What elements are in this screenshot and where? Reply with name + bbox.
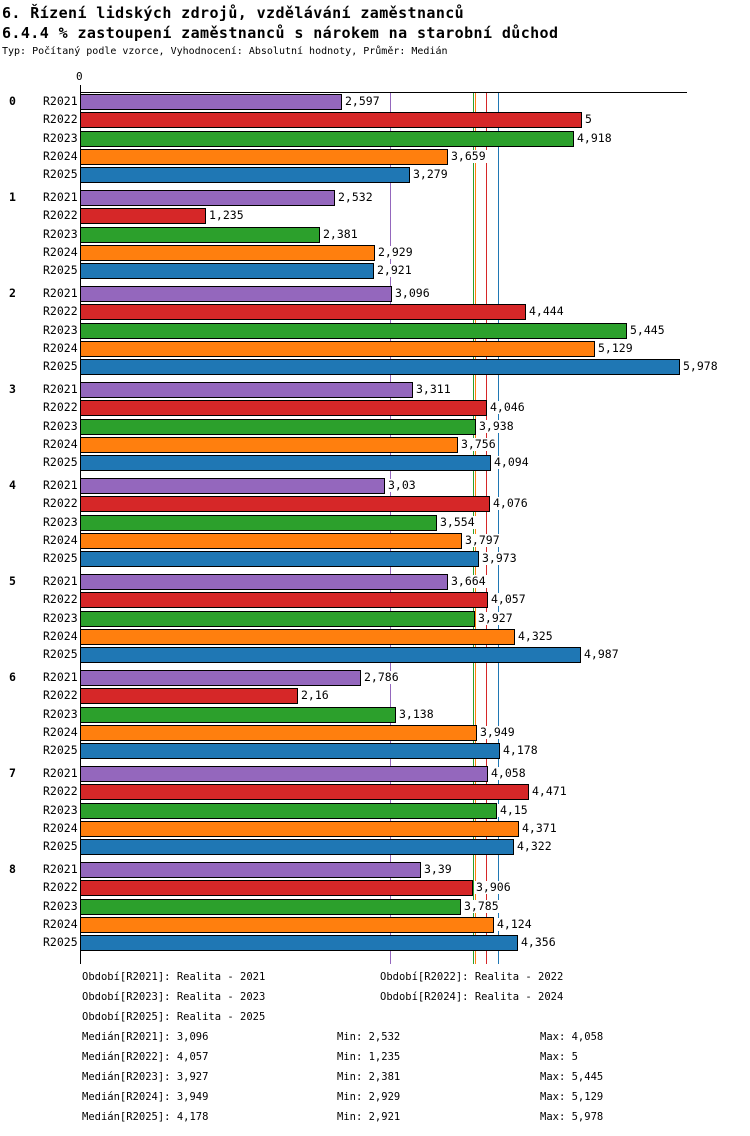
bar-value-label: 3,973 <box>482 551 517 565</box>
bar-r2021 <box>80 766 488 782</box>
bar-value-label: 3,756 <box>461 437 496 451</box>
bar-r2021 <box>80 94 342 110</box>
series-row-label: R2025 <box>43 743 78 757</box>
series-row-label: R2022 <box>43 112 78 126</box>
series-row-label: R2025 <box>43 839 78 853</box>
bar-r2022 <box>80 688 298 704</box>
bar-r2022 <box>80 112 582 128</box>
series-row-label: R2023 <box>43 323 78 337</box>
bar-r2024 <box>80 149 448 165</box>
bar-r2025 <box>80 359 680 375</box>
bar-r2025 <box>80 935 518 951</box>
series-row-label: R2024 <box>43 725 78 739</box>
stat-min: Min: 2,381 <box>337 1071 401 1083</box>
bar-value-label: 3,138 <box>399 707 434 721</box>
bar-r2025 <box>80 743 500 759</box>
bar-value-label: 4,094 <box>494 455 529 469</box>
bar-r2021 <box>80 382 413 398</box>
bar-r2021 <box>80 190 335 206</box>
bar-value-label: 3,096 <box>395 286 430 300</box>
series-row-label: R2025 <box>43 647 78 661</box>
stat-median: Medián[R2024]: 3,949 <box>82 1091 209 1103</box>
bar-r2023 <box>80 131 574 147</box>
group-label: 3 <box>9 382 16 396</box>
bar-r2021 <box>80 862 421 878</box>
bar-r2024 <box>80 725 477 741</box>
bar-r2022 <box>80 496 490 512</box>
bar-value-label: 4,371 <box>522 821 557 835</box>
group-label: 1 <box>9 190 16 204</box>
group-label: 8 <box>9 862 16 876</box>
stat-median: Medián[R2025]: 4,178 <box>82 1111 209 1123</box>
series-row-label: R2021 <box>43 94 78 108</box>
bar-value-label: 5,978 <box>683 359 718 373</box>
series-row-label: R2022 <box>43 688 78 702</box>
stat-max: Max: 5,978 <box>540 1111 604 1123</box>
bar-value-label: 2,381 <box>323 227 358 241</box>
stat-max: Max: 4,058 <box>540 1031 604 1043</box>
bar-value-label: 3,03 <box>388 478 416 492</box>
series-row-label: R2024 <box>43 917 78 931</box>
series-row-label: R2021 <box>43 286 78 300</box>
bar-value-label: 3,664 <box>451 574 486 588</box>
axis-zero-label: 0 <box>76 70 83 83</box>
bar-value-label: 4,046 <box>490 400 525 414</box>
bar-value-label: 3,797 <box>465 533 500 547</box>
bar-r2021 <box>80 670 361 686</box>
stat-max: Max: 5,445 <box>540 1071 604 1083</box>
axis-top-line <box>80 92 687 93</box>
stat-median: Medián[R2023]: 3,927 <box>82 1071 209 1083</box>
bar-value-label: 4,987 <box>584 647 619 661</box>
bar-r2024 <box>80 437 458 453</box>
series-row-label: R2021 <box>43 190 78 204</box>
bar-value-label: 2,532 <box>338 190 373 204</box>
bar-value-label: 3,659 <box>451 149 486 163</box>
group-label: 7 <box>9 766 16 780</box>
series-row-label: R2022 <box>43 496 78 510</box>
series-row-label: R2024 <box>43 245 78 259</box>
series-row-label: R2021 <box>43 382 78 396</box>
chart-meta-line: Typ: Počítaný podle vzorce, Vyhodnocení: Absolutní hodnoty, Průměr: Medián <box>2 46 448 57</box>
bar-value-label: 3,279 <box>413 167 448 181</box>
bar-r2022 <box>80 784 529 800</box>
bar-value-label: 4,356 <box>521 935 556 949</box>
series-row-label: R2022 <box>43 784 78 798</box>
series-row-label: R2023 <box>43 515 78 529</box>
bar-r2024 <box>80 917 494 933</box>
series-row-label: R2023 <box>43 419 78 433</box>
bar-value-label: 3,927 <box>478 611 513 625</box>
axis-zero-tick <box>80 85 81 92</box>
bar-value-label: 2,929 <box>378 245 413 259</box>
bar-r2024 <box>80 341 595 357</box>
series-row-label: R2021 <box>43 574 78 588</box>
series-row-label: R2025 <box>43 359 78 373</box>
legend-item: Období[R2024]: Realita - 2024 <box>380 991 564 1003</box>
stat-max: Max: 5,129 <box>540 1091 604 1103</box>
series-row-label: R2023 <box>43 899 78 913</box>
group-label: 0 <box>9 94 16 108</box>
bar-value-label: 4,076 <box>493 496 528 510</box>
bar-r2024 <box>80 245 375 261</box>
series-row-label: R2025 <box>43 167 78 181</box>
bar-r2022 <box>80 304 526 320</box>
series-row-label: R2024 <box>43 341 78 355</box>
bar-r2021 <box>80 478 385 494</box>
series-row-label: R2021 <box>43 670 78 684</box>
bar-value-label: 4,471 <box>532 784 567 798</box>
stat-min: Min: 2,921 <box>337 1111 401 1123</box>
report-subtitle: 6.4.4 % zastoupení zaměstnanců s nárokem na starobní důchod <box>2 24 559 42</box>
bar-value-label: 3,938 <box>479 419 514 433</box>
stat-max: Max: 5 <box>540 1051 578 1063</box>
group-label: 2 <box>9 286 16 300</box>
series-row-label: R2025 <box>43 455 78 469</box>
bar-value-label: 1,235 <box>209 208 244 222</box>
bar-r2024 <box>80 821 519 837</box>
bar-r2023 <box>80 419 476 435</box>
series-row-label: R2022 <box>43 400 78 414</box>
bar-r2023 <box>80 227 320 243</box>
bar-value-label: 4,058 <box>491 766 526 780</box>
group-label: 4 <box>9 478 16 492</box>
stat-median: Medián[R2021]: 3,096 <box>82 1031 209 1043</box>
series-row-label: R2023 <box>43 803 78 817</box>
series-row-label: R2024 <box>43 149 78 163</box>
stat-min: Min: 1,235 <box>337 1051 401 1063</box>
bar-value-label: 4,15 <box>500 803 528 817</box>
legend-item: Období[R2022]: Realita - 2022 <box>380 971 564 983</box>
series-row-label: R2021 <box>43 478 78 492</box>
bar-r2024 <box>80 629 515 645</box>
series-row-label: R2022 <box>43 592 78 606</box>
legend-item: Období[R2023]: Realita - 2023 <box>82 991 266 1003</box>
stat-min: Min: 2,929 <box>337 1091 401 1103</box>
bar-r2023 <box>80 515 437 531</box>
series-row-label: R2021 <box>43 862 78 876</box>
bar-value-label: 5 <box>585 112 592 126</box>
series-row-label: R2024 <box>43 533 78 547</box>
bar-r2023 <box>80 323 627 339</box>
stat-median: Medián[R2022]: 4,057 <box>82 1051 209 1063</box>
series-row-label: R2023 <box>43 707 78 721</box>
series-row-label: R2024 <box>43 821 78 835</box>
bar-value-label: 4,124 <box>497 917 532 931</box>
bar-r2023 <box>80 707 396 723</box>
group-label: 5 <box>9 574 16 588</box>
bar-r2022 <box>80 592 488 608</box>
bar-value-label: 3,906 <box>476 880 511 894</box>
bar-r2023 <box>80 899 461 915</box>
bar-r2025 <box>80 551 479 567</box>
bar-r2021 <box>80 574 448 590</box>
series-row-label: R2022 <box>43 304 78 318</box>
bar-value-label: 5,445 <box>630 323 665 337</box>
legend-item: Období[R2021]: Realita - 2021 <box>82 971 266 983</box>
bar-value-label: 2,786 <box>364 670 399 684</box>
bar-r2022 <box>80 208 206 224</box>
bar-value-label: 4,325 <box>518 629 553 643</box>
bar-r2022 <box>80 400 487 416</box>
bar-r2021 <box>80 286 392 302</box>
bar-r2025 <box>80 839 514 855</box>
bar-r2022 <box>80 880 473 896</box>
bar-r2025 <box>80 263 374 279</box>
bar-value-label: 2,16 <box>301 688 329 702</box>
series-row-label: R2023 <box>43 611 78 625</box>
bar-value-label: 4,444 <box>529 304 564 318</box>
series-row-label: R2024 <box>43 437 78 451</box>
bar-value-label: 4,178 <box>503 743 538 757</box>
series-row-label: R2025 <box>43 551 78 565</box>
series-row-label: R2022 <box>43 880 78 894</box>
bar-value-label: 3,39 <box>424 862 452 876</box>
series-row-label: R2025 <box>43 263 78 277</box>
series-row-label: R2023 <box>43 227 78 241</box>
series-row-label: R2023 <box>43 131 78 145</box>
bar-r2025 <box>80 167 410 183</box>
bar-value-label: 3,311 <box>416 382 451 396</box>
group-label: 6 <box>9 670 16 684</box>
bar-value-label: 4,918 <box>577 131 612 145</box>
series-row-label: R2024 <box>43 629 78 643</box>
stat-min: Min: 2,532 <box>337 1031 401 1043</box>
bar-value-label: 3,554 <box>440 515 475 529</box>
series-row-label: R2022 <box>43 208 78 222</box>
bar-value-label: 3,949 <box>480 725 515 739</box>
report-title: 6. Řízení lidských zdrojů, vzdělávání zaměstnanců <box>2 4 465 22</box>
bar-value-label: 3,785 <box>464 899 499 913</box>
bar-r2023 <box>80 803 497 819</box>
bar-value-label: 4,322 <box>517 839 552 853</box>
bar-value-label: 2,597 <box>345 94 380 108</box>
legend-item: Období[R2025]: Realita - 2025 <box>82 1011 266 1023</box>
bar-r2024 <box>80 533 462 549</box>
series-row-label: R2021 <box>43 766 78 780</box>
bar-value-label: 4,057 <box>491 592 526 606</box>
bar-value-label: 2,921 <box>377 263 412 277</box>
bar-r2025 <box>80 455 491 471</box>
series-row-label: R2025 <box>43 935 78 949</box>
bar-value-label: 5,129 <box>598 341 633 355</box>
bar-r2025 <box>80 647 581 663</box>
bar-r2023 <box>80 611 475 627</box>
